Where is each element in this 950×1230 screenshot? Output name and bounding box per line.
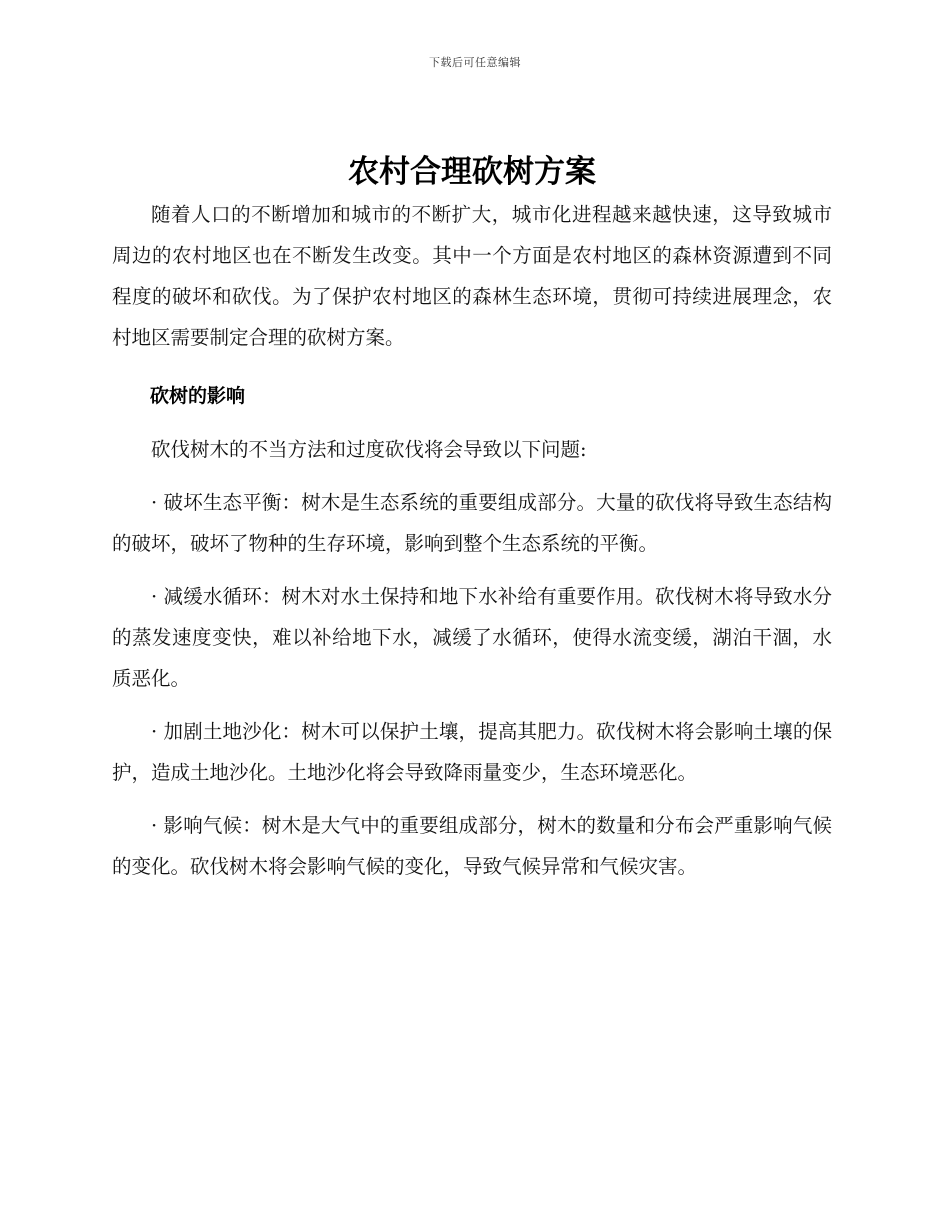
bullet-item-desertification: · 加剧土地沙化：树木可以保护土壤，提高其肥力。砍伐树木将会影响土壤的保护，造成土地沙化。土地沙化将会导致降雨量变少，生态环境恶化。 bbox=[112, 720, 832, 784]
bullet-item-ecological-balance: · 破坏生态平衡：树木是生态系统的重要组成部分。大量的砍伐将导致生态结构的破坏，破坏了物种的生存环境，影响到整个生态系统的平衡。 bbox=[112, 491, 832, 555]
section-heading: 砍树的影响 bbox=[150, 385, 246, 407]
header-note: 下载后可任意编辑 bbox=[429, 56, 521, 69]
section-lead-paragraph: 砍伐树木的不当方法和过度砍伐将会导致以下问题: bbox=[151, 438, 587, 461]
intro-paragraph: 随着人口的不断增加和城市的不断扩大，城市化进程越来越快速，这导致城市周边的农村地区也在不断发生改变。其中一个方面是农村地区的森林资源遭到不同程度的破坏和砍伐。为了保护农村地区的森林生态环境，贯彻可持续进展理念，农村地区需要制定合理的砍树方案。 bbox=[112, 203, 832, 349]
document-body bbox=[112, 150, 832, 887]
bullet-item-climate: · 影响气候：树木是大气中的重要组成部分，树木的数量和分布会严重影响气候的变化。砍伐树木将会影响气候的变化，导致气候异常和气候灾害。 bbox=[112, 814, 832, 878]
document-title: 农村合理砍树方案 bbox=[348, 154, 596, 190]
bullet-item-water-cycle: · 减缓水循环：树木对水土保持和地下水补给有重要作用。砍伐树木将导致水分的蒸发速度变快，难以补给地下水，减缓了水循环，使得水流变缓，湖泊干涸，水质恶化。 bbox=[112, 585, 832, 690]
